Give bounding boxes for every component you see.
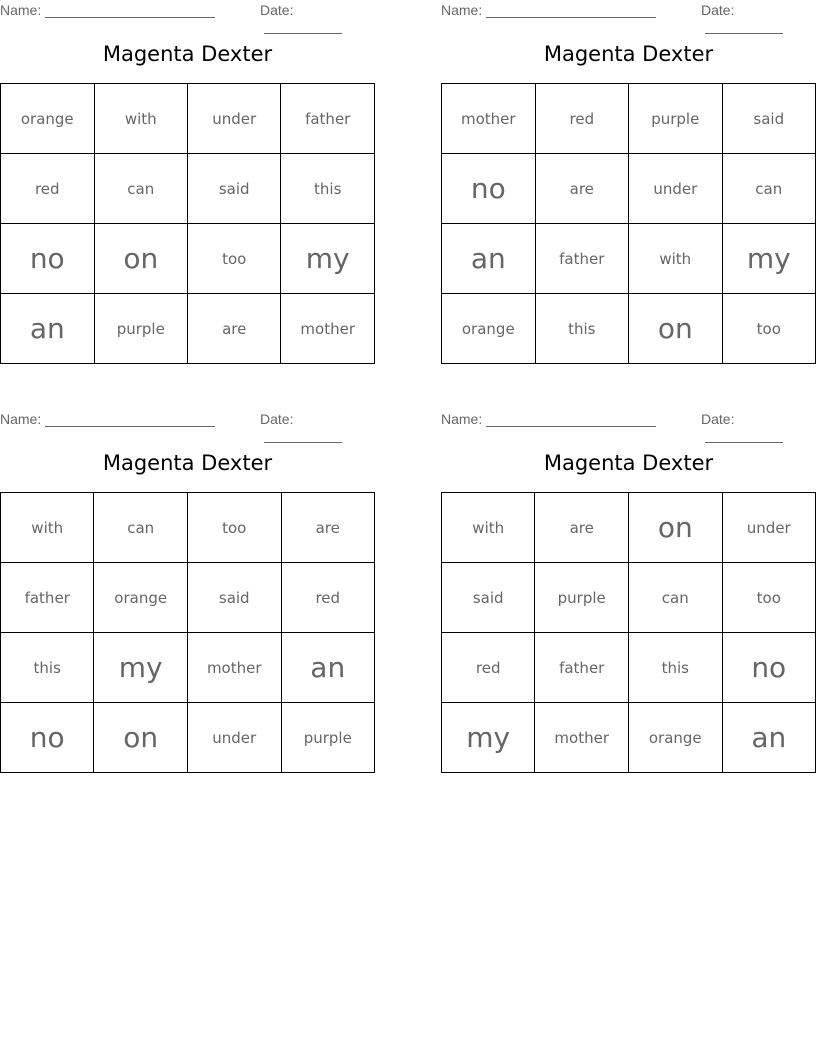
grid-cell: with bbox=[1, 493, 94, 563]
grid-cell: mother bbox=[187, 633, 281, 703]
grid-row bbox=[1, 84, 375, 154]
date-field: Date: bbox=[260, 411, 375, 443]
grid-cell: orange bbox=[94, 563, 188, 633]
grid-cell: this bbox=[281, 154, 375, 224]
bingo-grid bbox=[441, 492, 816, 773]
card-header bbox=[441, 411, 816, 429]
card-header bbox=[0, 2, 375, 20]
grid-cell: red bbox=[1, 154, 95, 224]
grid-row bbox=[1, 563, 375, 633]
card-title: Magenta Dexter bbox=[543, 451, 714, 475]
grid-cell: my bbox=[442, 703, 535, 773]
grid-cell: said bbox=[187, 563, 281, 633]
grid-cell: orange bbox=[629, 703, 723, 773]
grid-cell: on bbox=[94, 703, 188, 773]
grid-cell: this bbox=[1, 633, 94, 703]
grid-row bbox=[1, 224, 375, 294]
grid-cell: under bbox=[629, 154, 723, 224]
bingo-grid bbox=[0, 492, 375, 773]
grid-cell: red bbox=[442, 633, 535, 703]
name-field: Name: bbox=[0, 2, 215, 18]
grid-row bbox=[1, 154, 375, 224]
bingo-grid bbox=[441, 83, 816, 364]
grid-row bbox=[442, 703, 816, 773]
grid-cell: mother bbox=[442, 84, 536, 154]
grid-cell: mother bbox=[535, 703, 629, 773]
card-title: Magenta Dexter bbox=[102, 42, 273, 66]
name-field: Name: bbox=[441, 2, 656, 18]
grid-row bbox=[442, 633, 816, 703]
grid-cell: under bbox=[188, 84, 281, 154]
grid-cell: too bbox=[722, 563, 815, 633]
grid-cell: can bbox=[722, 154, 815, 224]
grid-cell: my bbox=[94, 633, 188, 703]
grid-cell: are bbox=[535, 493, 629, 563]
grid-cell: said bbox=[442, 563, 535, 633]
grid-cell: with bbox=[629, 224, 723, 294]
grid-cell: on bbox=[629, 493, 723, 563]
date-field: Date: bbox=[701, 411, 816, 443]
card-title: Magenta Dexter bbox=[543, 42, 714, 66]
grid-row bbox=[442, 224, 816, 294]
grid-cell: too bbox=[722, 294, 815, 364]
grid-cell: no bbox=[1, 224, 95, 294]
grid-cell: my bbox=[722, 224, 815, 294]
grid-cell: orange bbox=[1, 84, 95, 154]
grid-cell: with bbox=[94, 84, 187, 154]
date-field: Date: bbox=[260, 2, 375, 34]
grid-cell: are bbox=[281, 493, 375, 563]
grid-cell: with bbox=[442, 493, 535, 563]
grid-row bbox=[1, 633, 375, 703]
grid-cell: are bbox=[188, 294, 281, 364]
name-field: Name: bbox=[441, 411, 656, 427]
grid-cell: an bbox=[1, 294, 95, 364]
grid-cell: on bbox=[629, 294, 723, 364]
card-title: Magenta Dexter bbox=[102, 451, 273, 475]
grid-cell: can bbox=[94, 493, 188, 563]
grid-cell: under bbox=[187, 703, 281, 773]
grid-cell: too bbox=[188, 224, 281, 294]
grid-row bbox=[442, 493, 816, 563]
grid-row bbox=[442, 84, 816, 154]
grid-cell: purple bbox=[629, 84, 723, 154]
grid-row bbox=[442, 563, 816, 633]
grid-cell: this bbox=[535, 294, 628, 364]
grid-cell: under bbox=[722, 493, 815, 563]
grid-cell: said bbox=[188, 154, 281, 224]
grid-cell: are bbox=[535, 154, 628, 224]
grid-cell: this bbox=[629, 633, 723, 703]
name-field: Name: bbox=[0, 411, 215, 427]
grid-cell: father bbox=[281, 84, 375, 154]
grid-cell: my bbox=[281, 224, 375, 294]
grid-cell: too bbox=[187, 493, 281, 563]
grid-cell: red bbox=[535, 84, 628, 154]
grid-cell: father bbox=[535, 633, 629, 703]
grid-cell: no bbox=[1, 703, 94, 773]
grid-row bbox=[442, 294, 816, 364]
grid-row bbox=[1, 294, 375, 364]
grid-cell: orange bbox=[442, 294, 536, 364]
date-field: Date: bbox=[701, 2, 816, 34]
bingo-grid bbox=[0, 83, 375, 364]
grid-cell: on bbox=[94, 224, 187, 294]
grid-cell: purple bbox=[94, 294, 187, 364]
grid-row bbox=[442, 154, 816, 224]
grid-cell: no bbox=[722, 633, 815, 703]
grid-cell: purple bbox=[535, 563, 629, 633]
grid-cell: an bbox=[722, 703, 815, 773]
grid-row bbox=[1, 493, 375, 563]
grid-cell: an bbox=[281, 633, 375, 703]
grid-cell: father bbox=[1, 563, 94, 633]
grid-cell: purple bbox=[281, 703, 375, 773]
grid-row bbox=[1, 703, 375, 773]
grid-cell: an bbox=[442, 224, 536, 294]
grid-cell: mother bbox=[281, 294, 375, 364]
grid-cell: red bbox=[281, 563, 375, 633]
grid-cell: said bbox=[722, 84, 815, 154]
grid-cell: no bbox=[442, 154, 536, 224]
grid-cell: can bbox=[94, 154, 187, 224]
card-header bbox=[441, 2, 816, 20]
grid-cell: father bbox=[535, 224, 628, 294]
card-header bbox=[0, 411, 375, 429]
grid-cell: can bbox=[629, 563, 723, 633]
